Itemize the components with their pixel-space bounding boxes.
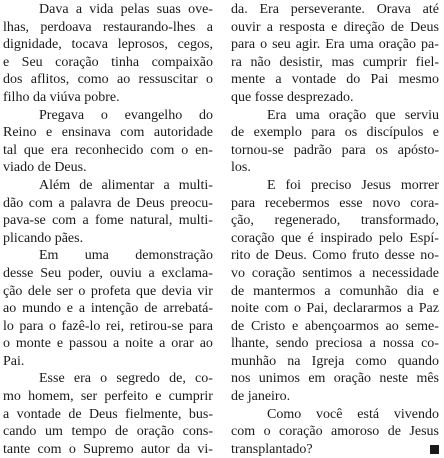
text-line: lhante, sendo preciosa a nossa co- [231, 336, 439, 352]
text-line: plicando pães. [3, 230, 84, 246]
text-line: o monte e passou a noite a orar ao [3, 336, 213, 352]
text-line: nos unimos em oração neste mês [231, 371, 439, 387]
text-line: noite com o Pai, declararmos a Paz [231, 301, 439, 317]
text-line: Como você está vivendo [267, 406, 439, 422]
text-line: lhas, perdoava restaurando-lhes a [3, 19, 213, 35]
text-line: tal que era reconhecido com o en- [3, 142, 213, 158]
text-line: pava-se com a fome natural, multi- [3, 213, 213, 229]
text-line: Esse era o segredo de, co- [39, 371, 213, 387]
text-line: de janeiro. [231, 389, 291, 405]
text-line: para o seu agir. Era uma oração pa- [231, 37, 439, 53]
text-line: Era uma oração que serviu [267, 107, 439, 123]
text-line: ção, regenerado, transformado, [231, 213, 439, 229]
text-line: filho da viúva pobre. [3, 89, 120, 105]
text-line: ao mundo e a intenção de arrebatá- [3, 301, 213, 317]
text-line: Além de alimentar a multi- [39, 177, 213, 193]
text-line: Pregava o evangelho do [39, 107, 213, 123]
text-line: viado de Deus. [3, 160, 87, 176]
left-text-column [3, 1, 213, 458]
text-line: Reino e ensinava com autoridade [3, 125, 213, 141]
text-line: tante com o Supremo autor da vi- [3, 441, 213, 457]
text-line: Pai. [3, 353, 25, 369]
right-text-column [231, 1, 439, 458]
text-line: desse Seu poder, ouviu a exclama- [3, 265, 213, 281]
text-line: E foi preciso Jesus morrer [267, 177, 439, 193]
text-line: tornou-se padrão para os apósto- [231, 142, 439, 158]
text-line: Em uma demonstração [39, 248, 213, 264]
text-line: de exemplo para os discípulos e [231, 125, 439, 141]
text-line: munhão na Igreja como quando [231, 353, 439, 369]
text-line: cando um tempo de oração cons- [3, 424, 213, 440]
text-line: de Cristo e abençoarmos ao seme- [231, 318, 439, 334]
text-line: los. [231, 160, 251, 176]
text-line: da. Era perseverante. Orava até [231, 2, 439, 17]
end-of-article-square-icon [430, 445, 439, 454]
text-line: Dava a vida pelas suas ove- [39, 2, 213, 17]
text-line: e Seu coração tinha compaixão [3, 54, 213, 70]
text-line: dignidade, tocava leprosos, cegos, [3, 37, 213, 53]
text-line: que fosse desprezado. [231, 89, 354, 105]
text-line: coração que é inspirado pelo Espí- [231, 230, 439, 246]
text-line: ouvir a resposta e direção de Deus [231, 19, 439, 35]
text-line: de mantermos a comunhão dia e [231, 283, 439, 299]
text-line: com o coração amoroso de Jesus [231, 424, 439, 440]
text-line: mente a vontade do Pai mesmo [231, 72, 439, 88]
text-line: lo para o fazê-lo rei, retirou-se para [3, 318, 213, 334]
text-line: ção dele ser o profeta que devia vir [3, 283, 213, 299]
text-line: rito de Deus. Como fruto desse no- [231, 248, 439, 264]
text-line: dos aflitos, como ao ressuscitar o [3, 72, 213, 88]
text-line: mo homem, ser perfeito e cumprir [3, 389, 213, 405]
final-line [231, 441, 439, 458]
text-line: para recebermos esse novo cora- [231, 195, 439, 211]
text-line: ra não desistir, mas cumprir fiel- [231, 54, 439, 70]
text-line: transplantado? [231, 441, 313, 457]
text-line: a vontade de Deus fielmente, bus- [3, 406, 213, 422]
text-line: vo coração sentimos a necessidade [231, 265, 439, 281]
text-line: dão com a palavra de Deus preocu- [3, 195, 213, 211]
